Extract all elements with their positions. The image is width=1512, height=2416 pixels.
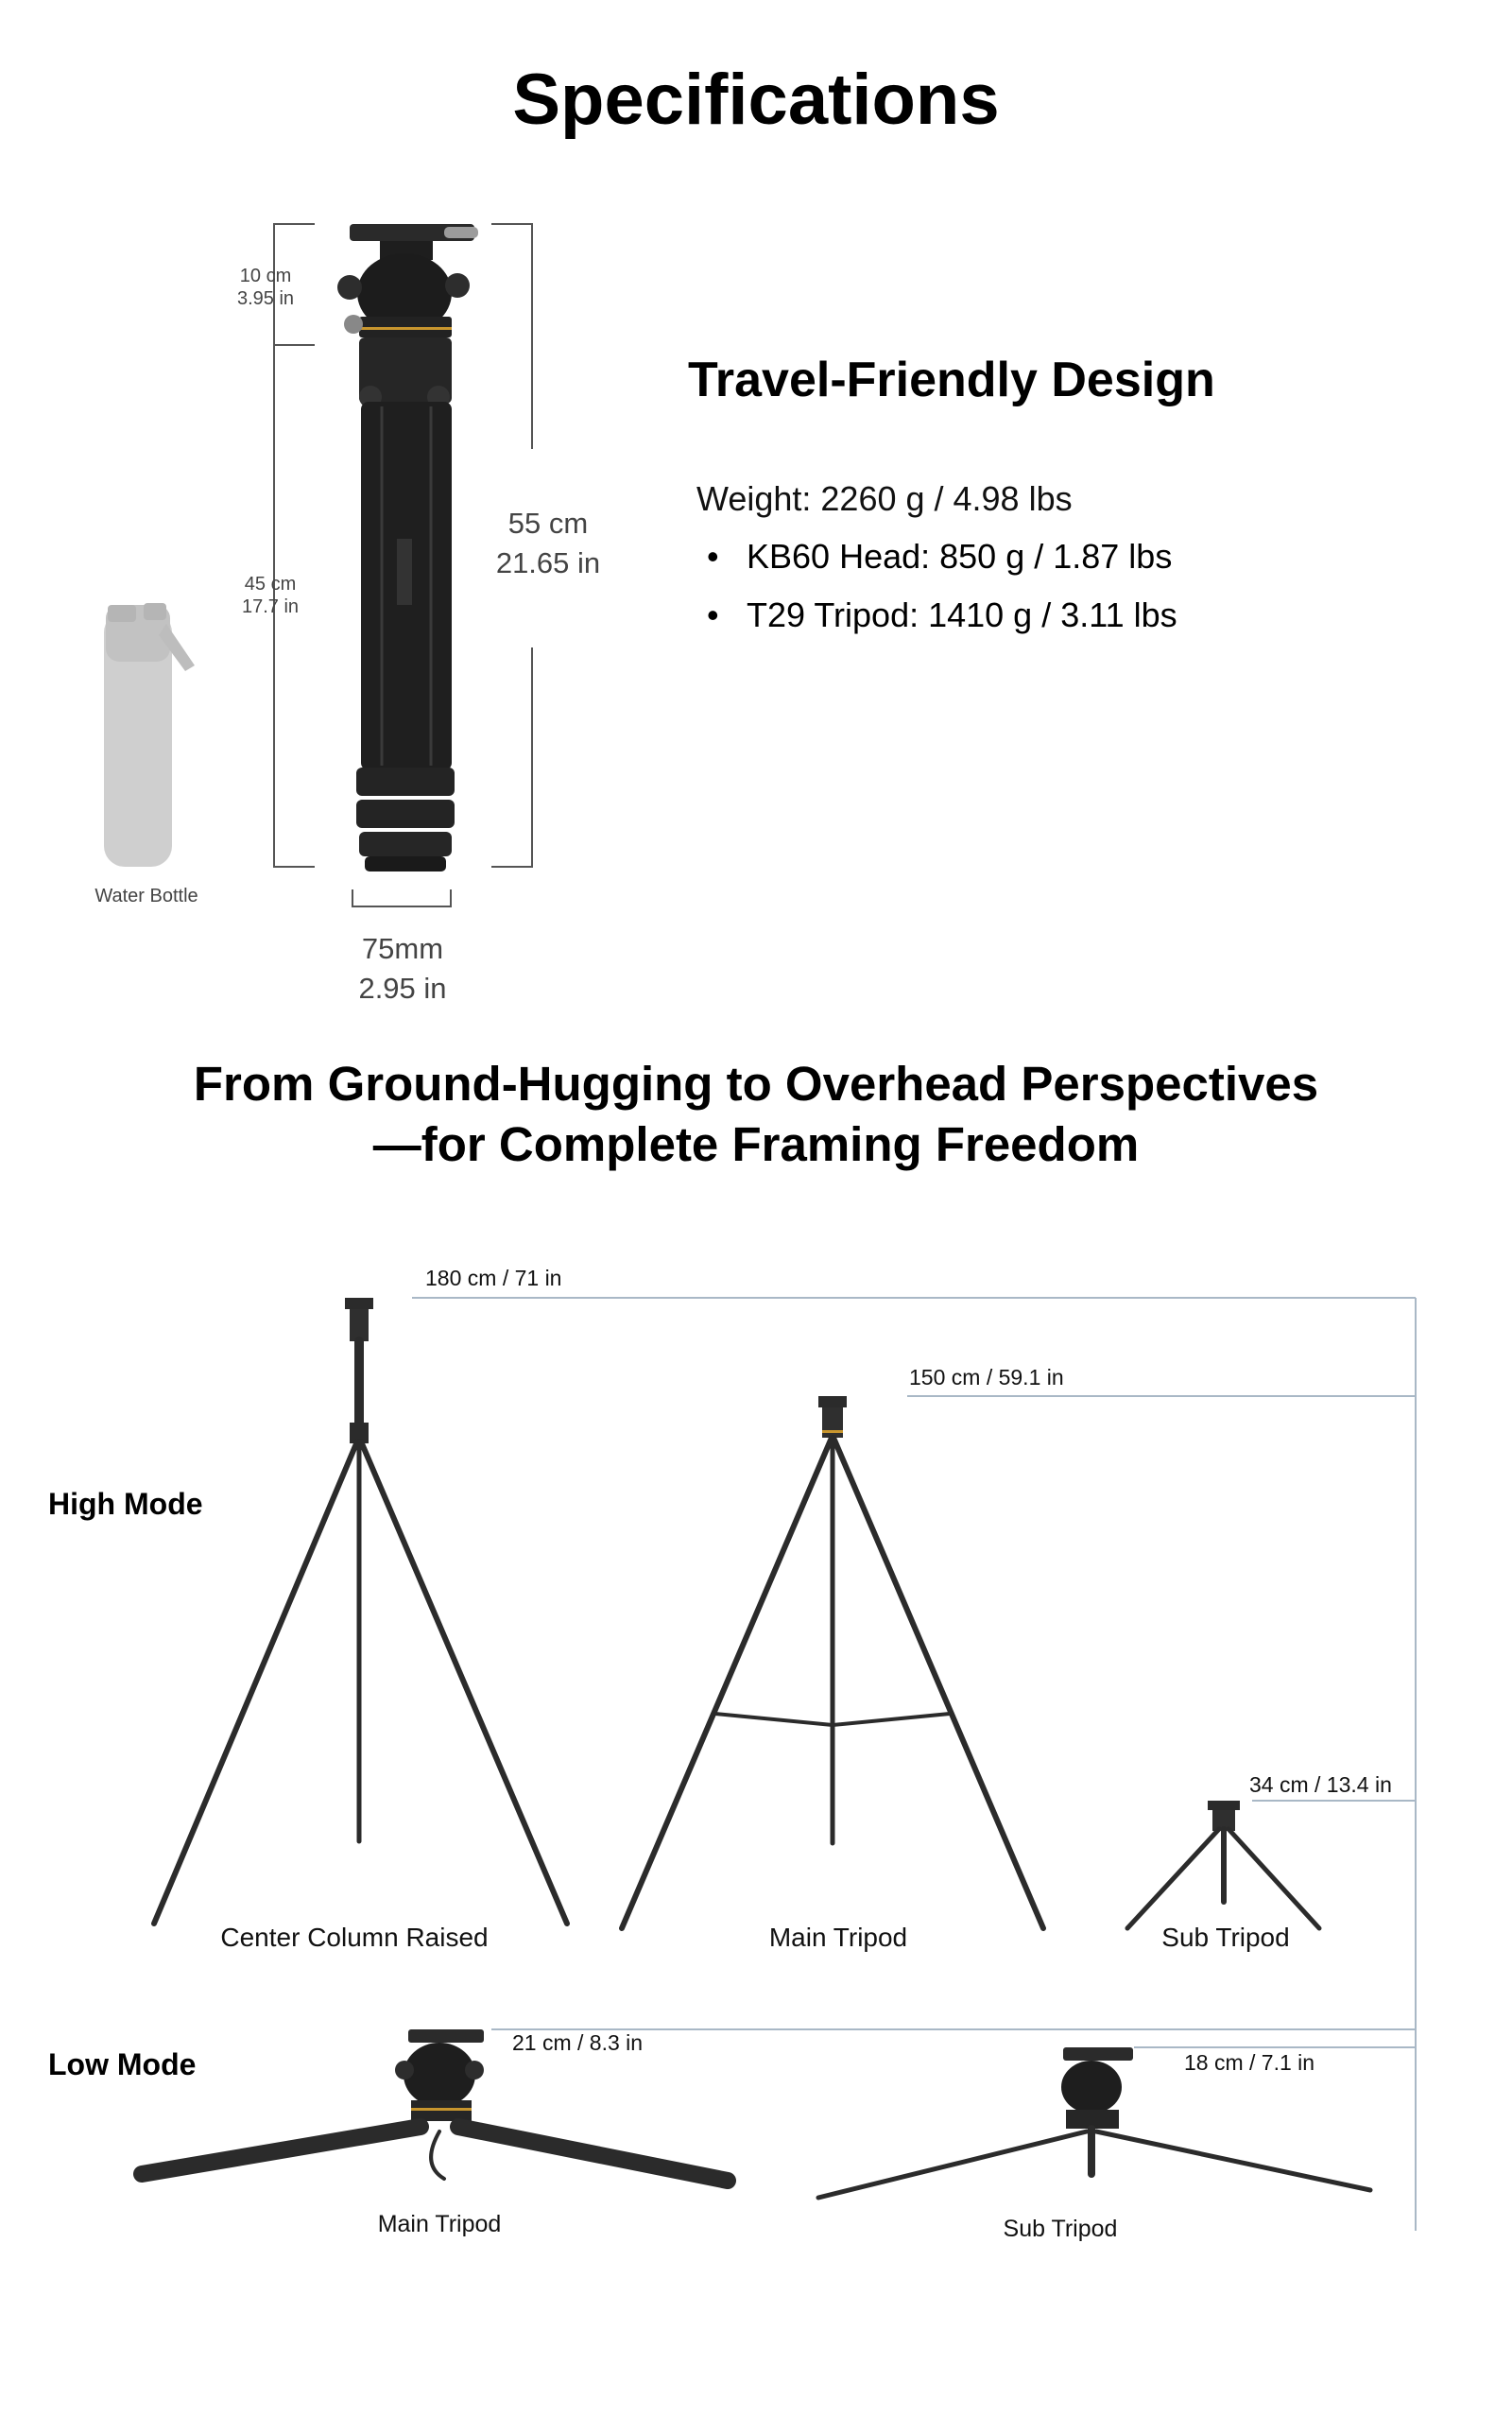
water-bottle-illustration [104, 603, 195, 867]
leg-height-cm: 45 cm [244, 574, 297, 595]
high-mode-label: High Mode [48, 1487, 203, 1521]
page-title: Specifications [512, 60, 1000, 140]
tripod-sub-high [1127, 1801, 1319, 1928]
width-mm: 75mm [361, 932, 444, 965]
total-height-in: 21.65 in [495, 546, 601, 579]
tripod-center-column-raised [154, 1298, 567, 1924]
tripod-main-high [622, 1396, 1043, 1928]
low-mode-label: Low Mode [48, 2047, 197, 2081]
head-height-cm: 10 cm [239, 266, 292, 286]
framing-heading-line2: —for Complete Framing Freedom [372, 1117, 1140, 1171]
total-height-label [482, 504, 614, 583]
framing-heading [0, 1054, 1512, 1175]
leg-height-in: 17.7 in [241, 596, 300, 617]
folded-tripod-illustration [337, 224, 478, 871]
main-tripod-low-height: 21 cm / 8.3 in [512, 2030, 644, 2055]
main-tripod-high-caption: Main Tripod [768, 1923, 908, 1952]
main-tripod-low-caption: Main Tripod [377, 2211, 502, 2237]
weight-item-tripod: • T29 Tripod: 1410 g / 3.11 lbs [697, 595, 1177, 653]
width-in: 2.95 in [358, 972, 447, 1005]
travel-heading: Travel-Friendly Design [688, 353, 1215, 407]
sub-tripod-low-height: 18 cm / 7.1 in [1184, 2050, 1315, 2075]
weight-breakdown-list [697, 536, 1177, 653]
head-height-in: 3.95 in [236, 288, 295, 309]
water-bottle-label: Water Bottle [94, 886, 198, 906]
weight-total: Weight: 2260 g / 4.98 lbs [696, 479, 1073, 518]
leg-height-label [223, 573, 318, 618]
framing-heading-line1: From Ground-Hugging to Overhead Perspectives [193, 1057, 1319, 1111]
weight-item-head: • KB60 Head: 850 g / 1.87 lbs [697, 536, 1177, 595]
sub-tripod-high-caption: Sub Tripod [1161, 1923, 1290, 1952]
main-tripod-high-height: 150 cm / 59.1 in [909, 1365, 1064, 1389]
center-column-caption: Center Column Raised [220, 1923, 489, 1952]
sub-tripod-high-height: 34 cm / 13.4 in [1249, 1772, 1392, 1797]
center-column-height: 180 cm / 71 in [425, 1266, 562, 1290]
width-label [336, 929, 469, 1009]
height-guide-lines [412, 1298, 1416, 2231]
sub-tripod-low-caption: Sub Tripod [1003, 2216, 1118, 2242]
head-height-label [223, 265, 308, 310]
total-height-cm: 55 cm [507, 507, 589, 540]
